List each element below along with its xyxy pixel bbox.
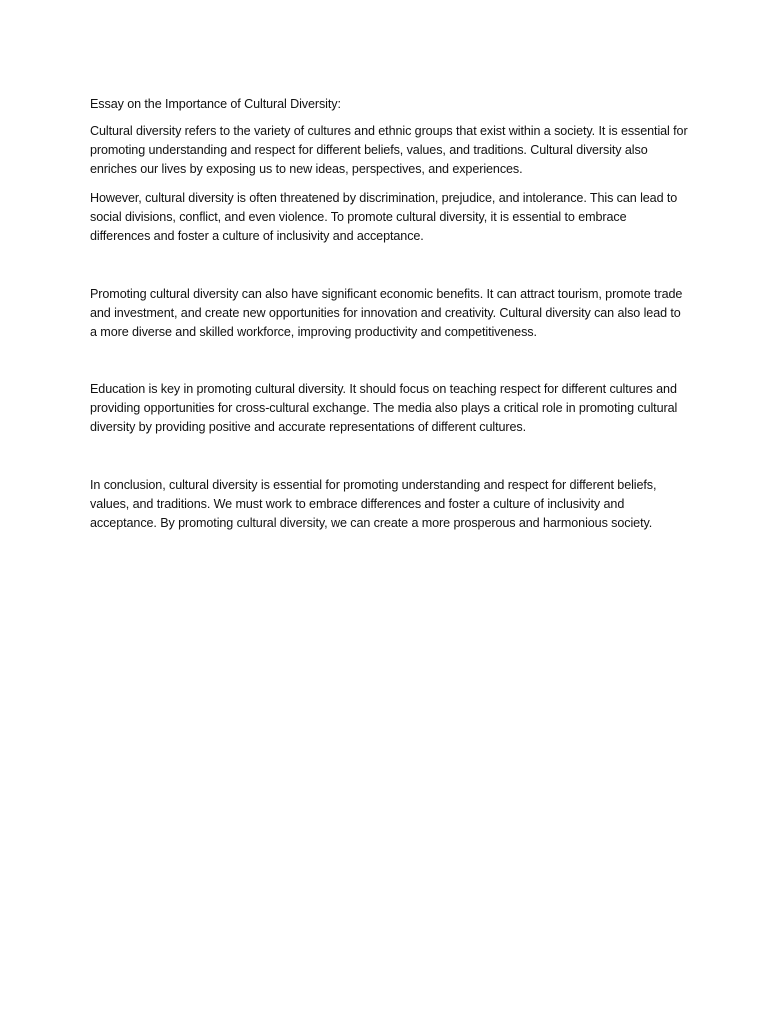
paragraph-threats: However, cultural diversity is often threatened by discrimination, prejudice, and intolerance. This can lead to social divisions, conflict, and even violence. To promote cultural diversity, it is essential to embrace differences and foster a culture of inclusivity and acceptance. — [90, 191, 678, 243]
paragraph-education: Education is key in promoting cultural diversity. It should focus on teaching respect for different cultures and providing opportunities for cross-cultural exchange. The media also plays a critical role in promoting cultural diversity by providing positive and accurate representations of different cultures. — [90, 382, 678, 434]
paragraph-definition: Cultural diversity refers to the variety of cultures and ethnic groups that exist within a society. It is essential for promoting understanding and respect for different beliefs, values, and traditions. Cultural diversity also enriches our lives by exposing us to new ideas, perspectives, and experiences. — [90, 124, 688, 176]
essay-title: Essay on the Importance of Cultural Diversity: — [90, 97, 341, 111]
paragraph-economic-benefits: Promoting cultural diversity can also have significant economic benefits. It can attract tourism, promote trade and investment, and create new opportunities for innovation and creativity. Cultural diversity can also lead to a more diverse and skilled workforce, improving productivity and competitiveness. — [90, 287, 683, 339]
paragraph-conclusion: In conclusion, cultural diversity is essential for promoting understanding and respect for different beliefs, values, and traditions. We must work to embrace differences and foster a culture of inclusivity and acceptance. By promoting cultural diversity, we can create a more prosperous and harmonious society. — [90, 478, 657, 530]
